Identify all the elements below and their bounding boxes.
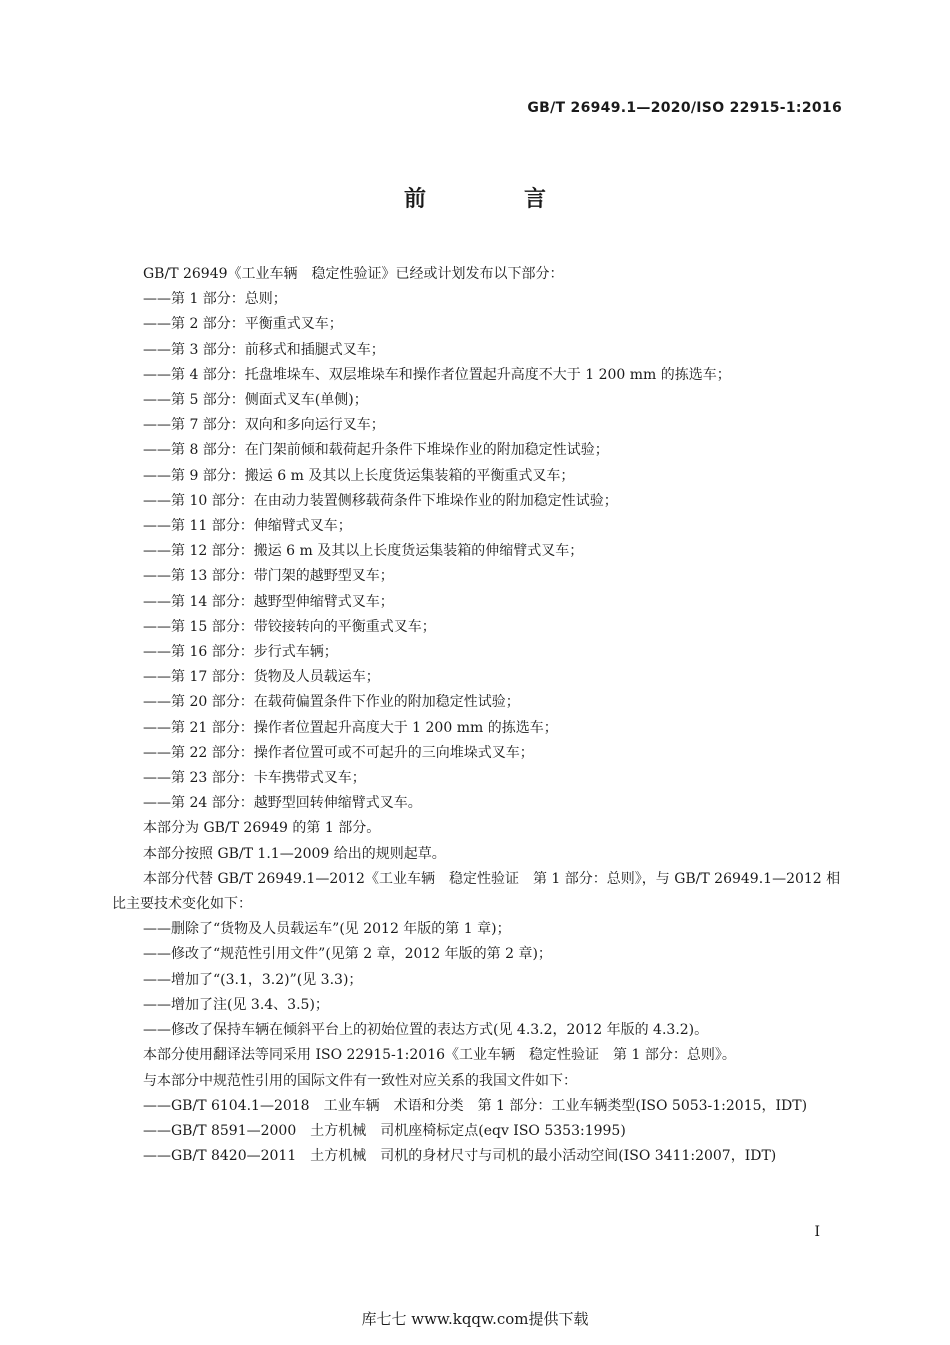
list-item: ——第 8 部分：在门架前倾和载荷起升条件下堆垛作业的附加稳定性试验； [143, 442, 609, 459]
list-item: ——第 23 部分：卡车携带式叉车； [143, 770, 366, 787]
list-item: ——第 1 部分：总则； [143, 291, 287, 308]
standard-code: GB/T 26949.1—2020/ISO 22915-1:2016 [527, 100, 842, 116]
document-body [112, 262, 844, 1169]
list-item: ——第 15 部分：带铰接转向的平衡重式叉车； [143, 618, 436, 635]
list-item: ——第 14 部分：越野型伸缩臂式叉车； [143, 593, 394, 610]
list-item: ——第 10 部分：在由动力装置侧移载荷条件下堆垛作业的附加稳定性试验； [143, 492, 618, 509]
list-item: ——修改了“规范性引用文件”(见第 2 章，2012 年版的第 2 章)； [143, 946, 552, 963]
list-item: ——第 7 部分：双向和多向运行叉车； [143, 417, 385, 434]
list-item: ——第 3 部分：前移式和插腿式叉车； [143, 341, 385, 358]
list-item: ——第 20 部分：在载荷偏置条件下作业的附加稳定性试验； [143, 694, 520, 711]
adoption-statement: 本部分使用翻译法等同采用 ISO 22915-1:2016《工业车辆 稳定性验证 第 1 部分：总则》。 [143, 1047, 736, 1064]
list-item: ——第 21 部分：操作者位置起升高度大于 1 200 mm 的拣选车； [143, 719, 558, 736]
list-item: ——第 24 部分：越野型回转伸缩臂式叉车。 [143, 795, 422, 812]
correspondence-list [112, 1094, 844, 1170]
list-item: ——增加了注(见 3.4、3.5)； [143, 996, 329, 1013]
rules-statement: 本部分按照 GB/T 1.1—2009 给出的规则起草。 [143, 845, 446, 862]
list-item: ——第 22 部分：操作者位置可或不可起升的三向堆垛式叉车； [143, 744, 534, 761]
page-title: 前 言 [403, 187, 584, 212]
list-item: ——GB/T 6104.1—2018 工业车辆 术语和分类 第 1 部分：工业车辆类型(ISO 5053-1:2015，IDT) [143, 1097, 808, 1114]
list-item: ——第 4 部分：托盘堆垛车、双层堆垛车和操作者位置起升高度不大于 1 200 mm 的拣选车； [143, 366, 731, 383]
page-number: I [814, 1224, 820, 1240]
replace-statement: 本部分代替 GB/T 26949.1—2012《工业车辆 稳定性验证 第 1 部分：总则》，与 GB/T 26949.1—2012 相比主要技术变化如下： [112, 870, 841, 913]
list-item: ——第 13 部分：带门架的越野型叉车； [143, 568, 394, 585]
intro-paragraph: GB/T 26949《工业车辆 稳定性验证》已经或计划发布以下部分： [143, 266, 564, 282]
list-item: ——第 12 部分：搬运 6 m 及其以上长度货运集装箱的伸缩臂式叉车； [143, 543, 584, 560]
list-item: ——增加了“(3.1，3.2)”(见 3.3)； [143, 971, 363, 988]
part-statement: 本部分为 GB/T 26949 的第 1 部分。 [143, 820, 381, 837]
list-item: ——第 16 部分：步行式车辆； [143, 644, 338, 661]
list-item: ——修改了保持车辆在倾斜平台上的初始位置的表达方式(见 4.3.2，2012 年版的 4.3.2)。 [143, 1022, 709, 1039]
list-item: ——第 9 部分：搬运 6 m 及其以上长度货运集装箱的平衡重式叉车； [143, 467, 575, 484]
list-item: ——第 5 部分：侧面式叉车(单侧)； [143, 392, 368, 409]
list-item: ——GB/T 8420—2011 土方机械 司机的身材尺寸与司机的最小活动空间(ISO 3411:2007，IDT) [143, 1148, 777, 1165]
parts-list [112, 287, 844, 816]
footer-watermark: 库七七 www.kqqw.com提供下载 [361, 1310, 589, 1328]
list-item: ——删除了“货物及人员载运车”(见 2012 年版的第 1 章)； [143, 921, 511, 938]
list-item: ——第 11 部分：伸缩臂式叉车； [143, 518, 352, 535]
list-item: ——第 17 部分：货物及人员载运车； [143, 669, 380, 686]
list-item: ——GB/T 8591—2000 土方机械 司机座椅标定点(eqv ISO 5353:1995) [143, 1122, 626, 1139]
changes-list [112, 917, 844, 1043]
list-item: ——第 2 部分：平衡重式叉车； [143, 316, 343, 333]
correspondence-intro: 与本部分中规范性引用的国际文件有一致性对应关系的我国文件如下： [143, 1072, 577, 1089]
